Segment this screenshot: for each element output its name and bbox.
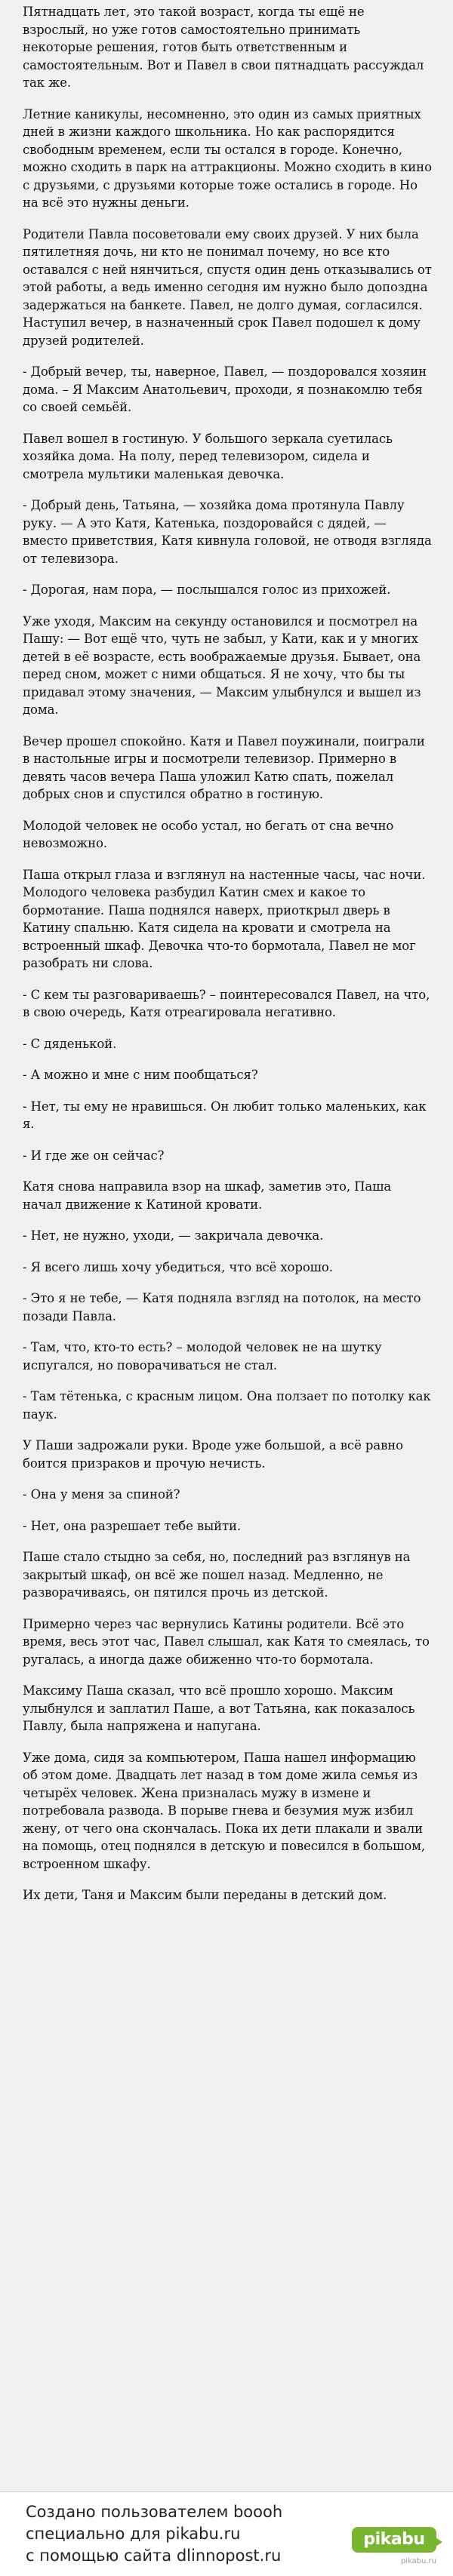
footer-credits	[26, 2501, 343, 2567]
story-paragraph: - И где же он сейчас?	[23, 1148, 165, 1163]
story-paragraph: - С дяденькой.	[23, 1036, 117, 1051]
story-paragraph: - Она у меня за спиной?	[23, 1487, 180, 1502]
story-paragraph: Пятнадцать лет, это такой возраст, когда ты ещё не взрослый, но уже готов самостоятельно принимать некоторые решения, готов быть ответственным и самостоятельным. Вот и Павел в свои пятнадцать рассуждал так же.	[23, 5, 424, 90]
story-paragraph: - Нет, не нужно, уходи, — закричала девочка.	[23, 1228, 324, 1243]
story-paragraph: Примерно через час вернулись Катины родители. Всё это время, весь этот час, Павел слышал, как Катя то смеялась, то ругалась, а иногда даже обиженно что-то бормотала.	[23, 1616, 430, 1667]
footer-credit-author: Создано пользователем boooh	[26, 2503, 283, 2521]
story-paragraph: - Нет, ты ему не нравишься. Он любит только маленьких, как я.	[23, 1099, 427, 1131]
story-paragraph: Родители Павла посоветовали ему своих друзей. У них была пятилетняя дочь, ни кто не понимал почему, но все кто оставался с ней нянчиться, спустя один день отказывались от этой работы, а ведь именно сегодня им нужно было допоздна задержаться на банкете. Павел, не долго думая, согласился. Наступил вечер, в назначенный срок Павел подошел к дому друзей родителей.	[23, 226, 432, 348]
story-paragraph: - Добрый день, Татьяна, — хозяйка дома протянула Павлу руку. — А это Катя, Катенька, поздоровайся с дядей, — вместо приветствия, Катя кивнула головой, не отводя взгляда от телевизора.	[23, 498, 432, 566]
footer-banner	[0, 2491, 453, 2576]
story-paragraph: Летние каникулы, несомненно, это один из самых приятных дней в жизни каждого школьника. Но как распорядится свободным временем, если ты остался в городе. Конечно, можно сходить в парк на аттракционы. Можно сходить в кино с друзьями, с друзьями которые тоже остались в городе. Но на всё это нужны деньги.	[23, 106, 432, 210]
story-paragraph: - Там, что, кто-то есть? – молодой человек не на шутку испугался, но поворачиваться не стал.	[23, 1340, 382, 1373]
story-paragraph: Паша открыл глаза и взглянул на настенные часы, час ночи. Молодого человека разбудил Катин смех и какое то бормотание. Паша поднялся наверх, приоткрыл дверь в Катину спальню. Катя сидела на кровати и смотрела на встроенный шкаф. Девочка что-то бормотала, Павел не мог разобрать ни слова.	[23, 867, 426, 970]
story-paragraph: - С кем ты разговариваешь? – поинтересовался Павел, на что, в свою очередь, Катя отреагировала негативно.	[23, 987, 430, 1019]
story-paragraph: Павел вошел в гостиную. У большого зеркала суетилась хозяйка дома. На полу, перед телевизором, сидела и смотрела мультики маленькая девочка.	[23, 431, 393, 481]
story-paragraph: У Паши задрожали руки. Вроде уже большой, а всё равно боится призраков и прочую нечисть.	[23, 1438, 404, 1471]
story-paragraph: Катя снова направила взор на шкаф, заметив это, Паша начал движение к Катиной кровати.	[23, 1179, 392, 1212]
story-paragraph: - Это я не тебе, — Катя подняла взгляд на потолок, на место позади Павла.	[23, 1291, 421, 1323]
story-paragraph: Паше стало стыдно за себя, но, последний раз взглянув на закрытый шкаф, он всё же пошел назад. Медленно, не разворачиваясь, он пятился прочь из детской.	[23, 1550, 411, 1600]
watermark: pikabu.ru	[400, 2557, 436, 2565]
story-paragraph: Максиму Паша сказал, что всё прошло хорошо. Максим улыбнулся и заплатил Паше, а вот Татьяна, как показалось Павлу, была напряжена и напугана.	[23, 1683, 415, 1733]
story-paragraph: Уже дома, сидя за компьютером, Паша нашел информацию об этом доме. Двадцать лет назад в том доме жила семья из четырёх человек. Жена призналась мужу в измене и потребовала развода. В порыве гнева и безумия муж избил жену, от чего она скончалась. Пока их дети плакали и звали на помощь, отец поднялся в детскую и повесился в большом, встроенном шкафу.	[23, 1750, 425, 1871]
story-paragraph: - Там тётенька, с красным лицом. Она ползает по потолку как паук.	[23, 1389, 431, 1422]
story-paragraph: - Дорогая, нам пора, — послышался голос из прихожей.	[23, 583, 391, 597]
story-paragraph: Их дети, Таня и Максим были переданы в детский дом.	[23, 1888, 387, 1902]
story-paragraph: - Я всего лишь хочу убедиться, что всё хорошо.	[23, 1259, 333, 1274]
footer-credit-site: специально для pikabu.ru	[26, 2525, 241, 2543]
footer-credit-tool: с помощью сайта dlinnopost.ru	[26, 2547, 282, 2565]
story-paragraph: Вечер прошел спокойно. Катя и Павел поужинали, поиграли в настольные игры и посмотрели телевизор. Примерно в девять часов вечера Паша уложил Катю спать, пожелал добрых снов и спустился обратно в гостиную.	[23, 733, 425, 801]
logo-speech-tail-icon	[433, 2536, 442, 2548]
story-paragraph: - А можно и мне с ним пообщаться?	[23, 1068, 258, 1082]
story-paragraph: Уже уходя, Максим на секунду остановился и посмотрел на Пашу: — Вот ещё что, чуть не забыл, у Кати, как и у многих детей в её возрасте, есть воображаемые друзья. Бывает, она перед сном, может с ними общаться. Я не хочу, что бы ты придавал этому значения, — Максим улыбнулся и вышел из дома.	[23, 613, 421, 717]
story-paragraph: - Нет, она разрешает тебе выйти.	[23, 1518, 242, 1533]
story-paragraph: Молодой человек не особо устал, но бегать от сна вечно невозможно.	[23, 818, 394, 850]
pikabu-logo: pikabu	[352, 2527, 436, 2553]
story-paragraph: - Добрый вечер, ты, наверное, Павел, — поздоровался хозяин дома. – Я Максим Анатольевич, проходи, я познакомлю тебя со своей семьёй.	[23, 364, 427, 414]
